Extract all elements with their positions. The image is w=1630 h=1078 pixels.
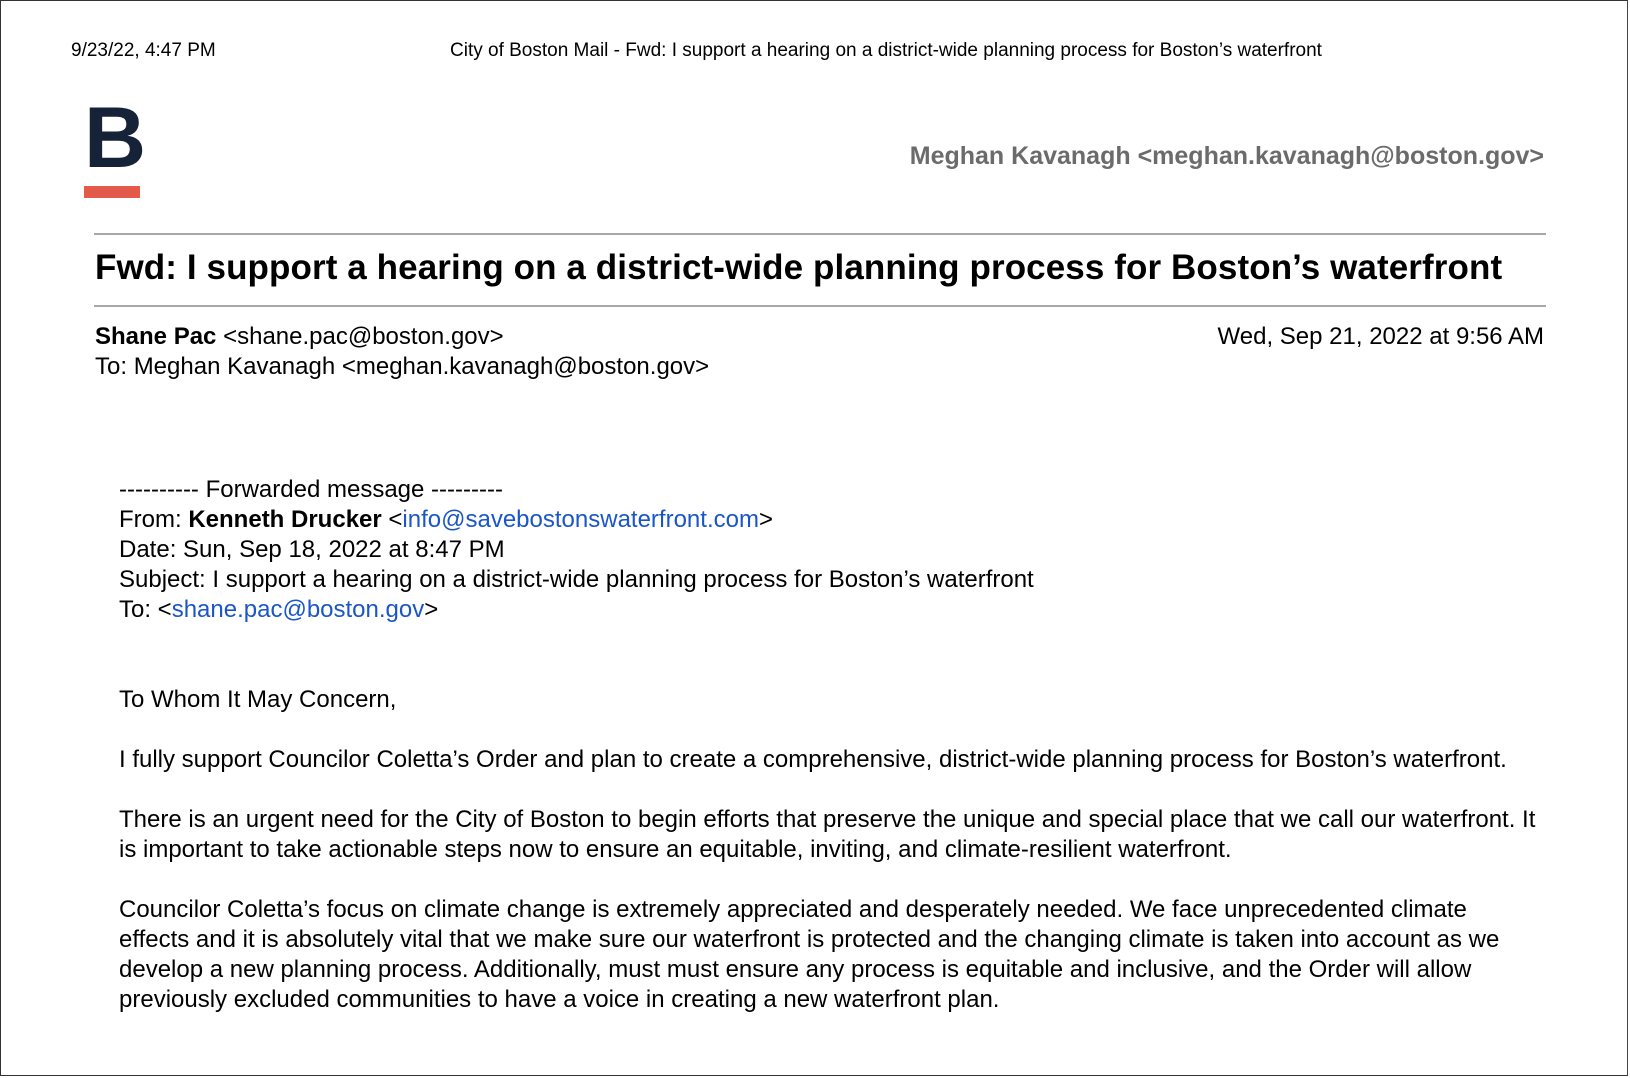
letter-paragraph: There is an urgent need for the City of Boston to begin efforts that preserve the unique and special place that we call our waterfront. It is important to take actionable steps now to ensure an equitable, inviting, and climate-resilient waterfront. xyxy=(119,806,1536,863)
forwarded-header: ---------- Forwarded message --------- From: Kenneth Drucker <info@savebostonswaterfront.com> Date: Sun, Sep 18, 2022 at 8:47 PM Subject: I support a hearing on a district-wide planning process for Boston’s waterfront To: <shane.pac@boston.gov> xyxy=(119,476,1034,623)
forwarded-date: Date: Sun, Sep 18, 2022 at 8:47 PM xyxy=(119,536,505,563)
message-header xyxy=(95,322,709,382)
letter-paragraph: I fully support Councilor Coletta’s Order and plan to create a comprehensive, district-wide planning process for Boston’s waterfront. xyxy=(119,746,1507,773)
logo-bar xyxy=(84,186,140,198)
forwarded-from-label: From: xyxy=(119,506,182,533)
sender-email: <shane.pac@boston.gov> xyxy=(223,323,504,350)
divider-bottom xyxy=(94,305,1546,307)
forwarded-separator: ---------- Forwarded message --------- xyxy=(119,476,503,503)
account-email: <meghan.kavanagh@boston.gov> xyxy=(1137,142,1544,170)
thread-subject: Fwd: I support a hearing on a district-wide planning process for Boston’s waterfront xyxy=(95,248,1503,287)
message-date: Wed, Sep 21, 2022 at 9:56 AM xyxy=(1217,323,1544,350)
account-name: Meghan Kavanagh xyxy=(909,142,1131,170)
recipient-label: To: xyxy=(95,353,128,380)
forwarded-to-label: To: xyxy=(119,596,152,623)
letter-paragraph: Councilor Coletta’s focus on climate change is extremely appreciated and desperately needed. We face unprecedented climate effects and it is absolutely vital that we make sure our waterfront is protected and the changing climate is taken into account as we develop a new planning process. Additionally, must must ensure any process is equitable and inclusive, and the Order will allow previously excluded communities to have a voice in creating a new waterfront plan. xyxy=(119,896,1500,1013)
message-body xyxy=(119,475,1539,1015)
print-datetime: 9/23/22, 4:47 PM xyxy=(71,40,216,61)
recipient-line xyxy=(95,352,709,382)
forwarded-to-email-link[interactable]: shane.pac@boston.gov xyxy=(171,596,425,623)
print-page-title: City of Boston Mail - Fwd: I support a hearing on a district-wide planning process for Boston’s waterfront xyxy=(450,40,1322,61)
forwarded-from-name: Kenneth Drucker xyxy=(188,506,382,533)
forwarded-subject: Subject: I support a hearing on a district-wide planning process for Boston’s waterfront xyxy=(119,566,1034,593)
forwarded-from-email-link[interactable]: info@savebostonswaterfront.com xyxy=(402,506,759,533)
city-of-boston-logo xyxy=(84,90,147,199)
sender-name: Shane Pac xyxy=(95,323,217,350)
letter-greeting: To Whom It May Concern, xyxy=(119,686,397,713)
recipient-value: Meghan Kavanagh <meghan.kavanagh@boston.gov> xyxy=(133,353,710,380)
sender-line xyxy=(95,322,709,352)
account-identity xyxy=(910,142,1544,171)
divider-top xyxy=(94,233,1546,235)
logo-letter: B xyxy=(84,90,147,186)
